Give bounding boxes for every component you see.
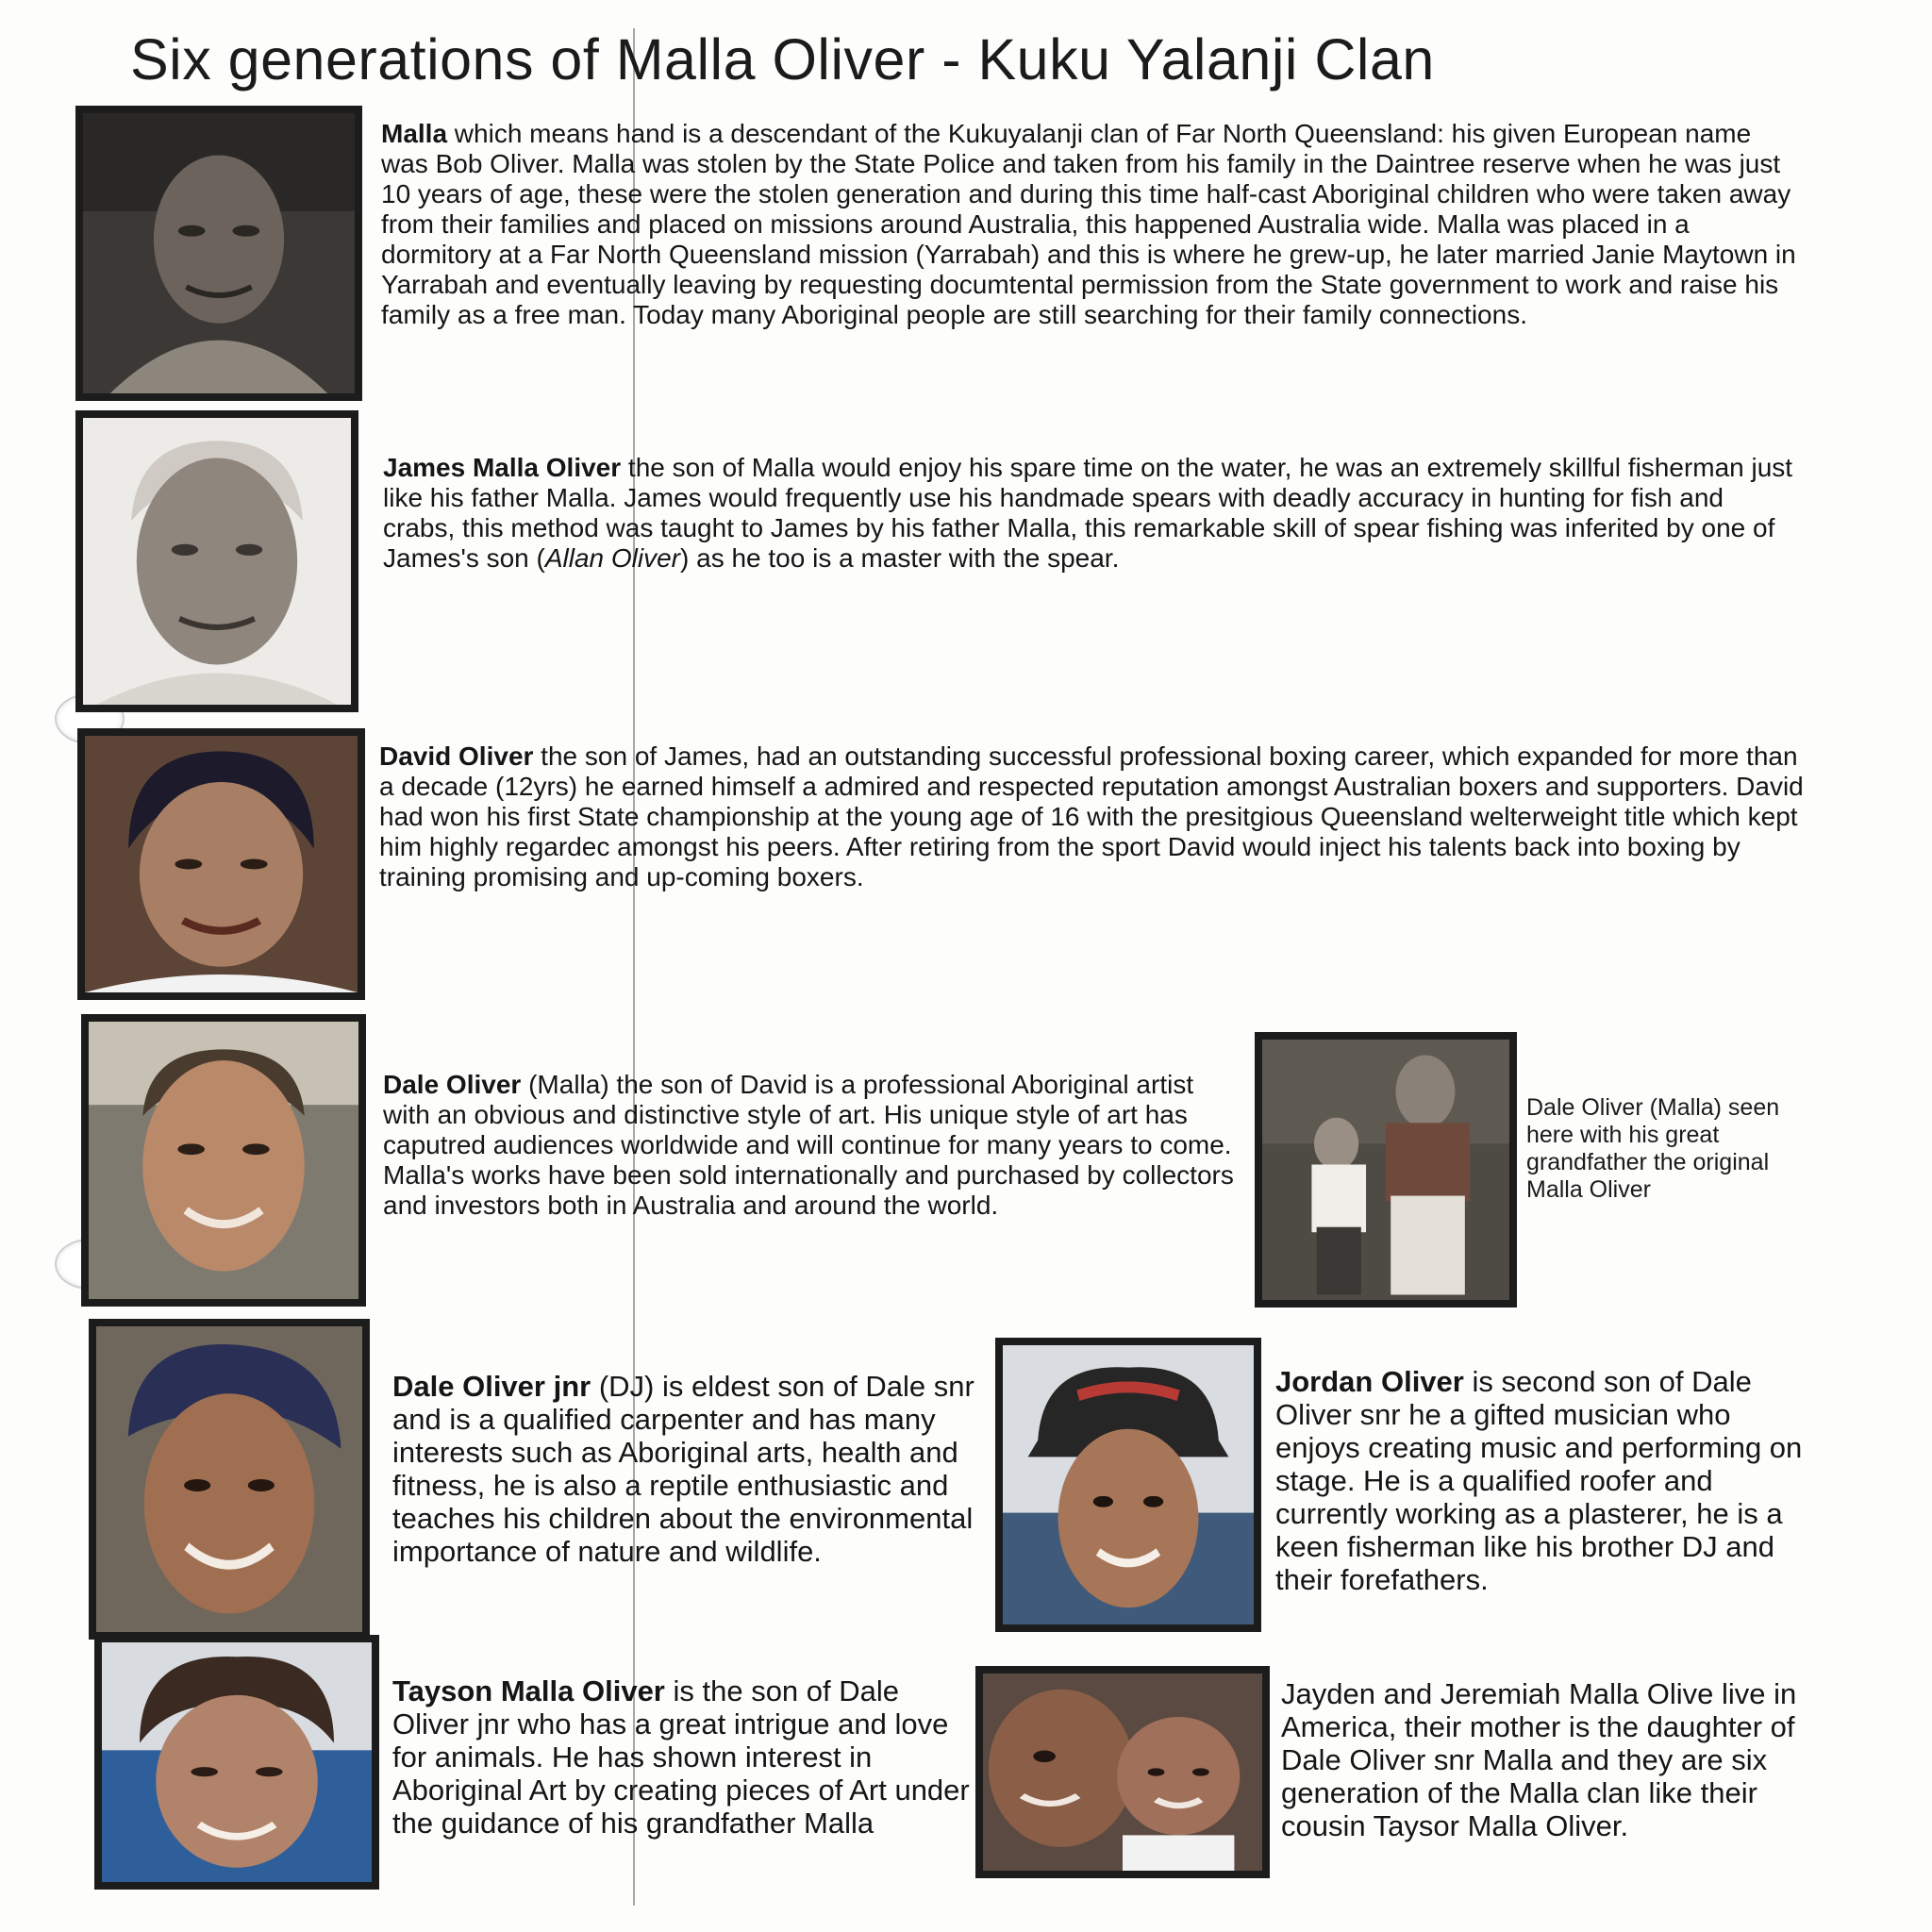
tayson-name: Tayson Malla Oliver bbox=[392, 1674, 665, 1707]
allan-oliver-name: Allan Oliver bbox=[544, 543, 681, 573]
dale-with-malla-caption: Dale Oliver (Malla) seen here with his great grandfather the original Malla Oliver bbox=[1526, 1094, 1780, 1203]
jayden-jeremiah-bio: Jayden and Jeremiah Malla Olive live in America, their mother is the daughter of Dale Oliver snr Malla and they are six generation of the Malla clan like their cousin Taysor Malla Oliver. bbox=[1281, 1677, 1797, 1842]
page-title: Six generations of Malla Oliver - Kuku Yalanji Clan bbox=[130, 27, 1435, 92]
david-name: David Oliver bbox=[379, 741, 534, 771]
james-text-end: ) as he too is a master with the spear. bbox=[680, 543, 1120, 573]
dale-with-malla-photo bbox=[1255, 1032, 1517, 1307]
malla-bio bbox=[381, 119, 1796, 330]
dale-jnr-text: (DJ) is eldest son of Dale snr and is a qualified carpenter and has many interests such as Aboriginal arts, health and fitness, he is also a reptile enthusiastic and teaches his children about the environmental importance of nature and wildlife. bbox=[392, 1370, 974, 1568]
dale-bio bbox=[383, 1070, 1241, 1221]
dale-text: (Malla) the son of David is a professional Aboriginal artist with an obvious and distinctive style of art. His unique style of art has caputred audiences worldwide and will continue for many years to come. Malla's works have been sold internationally and purchased by collectors and investors both in Australia and around the world. bbox=[383, 1070, 1234, 1220]
dale-jnr-portrait bbox=[89, 1319, 370, 1640]
jordan-name: Jordan Oliver bbox=[1275, 1365, 1464, 1398]
malla-name: Malla bbox=[381, 119, 448, 148]
dale-jnr-bio bbox=[392, 1370, 996, 1568]
tayson-bio bbox=[392, 1674, 977, 1840]
jordan-text: is second son of Dale Oliver snr he a gifted musician who enjoys creating music and performing on stage. He is a qualified roofer and currently working as a plasterer, he is a keen fisherman like his brother DJ and their forefathers. bbox=[1275, 1365, 1803, 1596]
david-portrait bbox=[77, 728, 365, 1000]
james-portrait bbox=[75, 410, 358, 712]
david-text: the son of James, had an outstanding successful professional boxing career, which expanded for more than a decade (12yrs) he earned himself a admired and respected reputation amongst Australian boxers and supporters. David had won his first State championship at the young age of 16 with the presitgious Queensland welterweight title which kept him highly regardec amongst his peers. After retiring from the sport David would inject his talents back into boxing by training promising and up-coming boxers. bbox=[379, 741, 1804, 891]
james-bio bbox=[383, 453, 1798, 574]
malla-portrait bbox=[75, 106, 362, 401]
jordan-bio bbox=[1275, 1365, 1813, 1596]
jordan-portrait bbox=[995, 1338, 1261, 1632]
malla-text: which means hand is a descendant of the Kukuyalanji clan of Far North Queensland: his given European name was Bob Oliver. Malla was stolen by the State Police and taken from his family in the Daintree reserve when he was just 10 years of age, these were the stolen generation and during this time half-cast Aboriginal children who were taken away from their families and placed on missions around Australia, this happened Australia wide. Malla was placed in a dormitory at a Far North Queensland mission (Yarrabah) and this is where he grew-up, he later married Janie Maytown in Yarrabah and eventually leaving by requesting documtental permission from the State government to work and raise his family as a free man. Today many Aboriginal people are still searching for their family connections. bbox=[381, 119, 1796, 329]
dale-jnr-name: Dale Oliver jnr bbox=[392, 1370, 591, 1403]
james-text: the son of Malla would enjoy his spare time on the water, he was an extremely skillful fisherman just like his father Malla. James would frequently use his handmade spears with deadly accuracy in hunting for fish and crabs, this method was taught to James by his father Malla, this remarkable skill of spear fishing was inferited by one of James's son ( bbox=[383, 453, 1793, 573]
tayson-portrait bbox=[94, 1635, 379, 1890]
dale-portrait bbox=[81, 1014, 366, 1307]
tayson-text: is the son of Dale Oliver jnr who has a great intrigue and love for animals. He has shown interest in Aboriginal Art by creating pieces of Art under the guidance of his grandfather Malla bbox=[392, 1674, 970, 1840]
james-name: James Malla Oliver bbox=[383, 453, 622, 482]
david-bio bbox=[379, 741, 1813, 892]
dale-name: Dale Oliver bbox=[383, 1070, 522, 1099]
jayden-jeremiah-photo bbox=[975, 1666, 1270, 1878]
